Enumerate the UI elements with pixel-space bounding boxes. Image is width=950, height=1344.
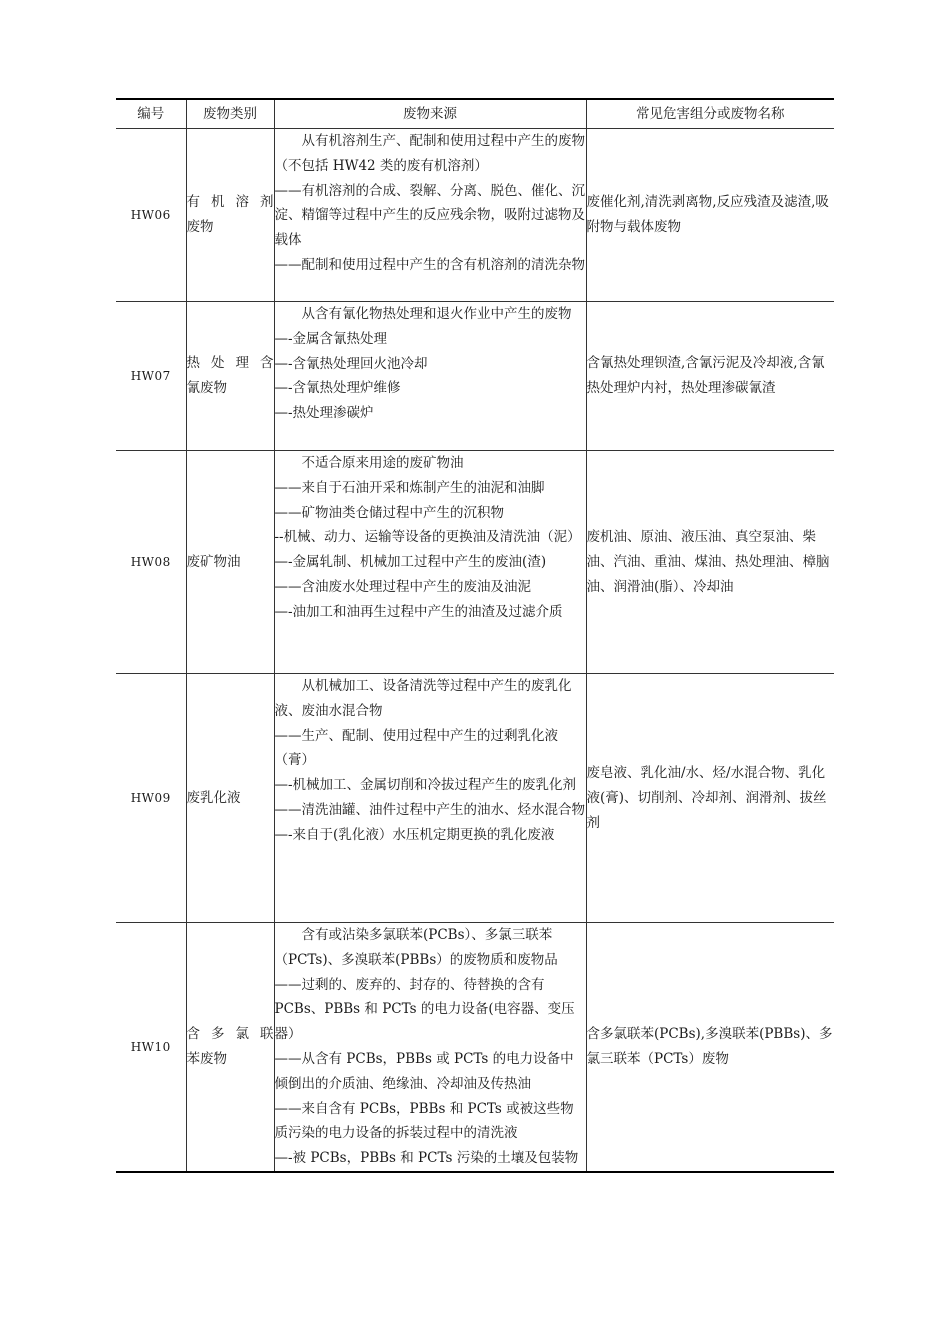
waste-code: HW08	[116, 451, 186, 674]
table-row	[116, 674, 834, 923]
source-item: ——配制和使用过程中产生的含有机溶剂的清洗杂物	[274, 256, 585, 273]
source-item: ——过剩的、废弃的、封存的、待替换的含有 PCBs、PBBs 和 PCTs 的电力设备(电容器、变压器）	[274, 976, 575, 1043]
waste-code: HW07	[116, 302, 186, 451]
source-item: —-油加工和油再生过程中产生的油渣及过滤介质	[274, 603, 563, 620]
source-item: —-含氰热处理回火池冷却	[274, 355, 428, 372]
waste-category	[186, 451, 274, 674]
common-components: 含多氯联苯(PCBs),多溴联苯(PBBs)、多氯三联苯（PCTs）废物	[586, 923, 834, 1173]
waste-category	[186, 129, 274, 302]
category-line: 有机溶剂	[186, 194, 274, 210]
waste-source	[274, 923, 586, 1173]
category-line: 废物	[186, 219, 214, 235]
waste-source	[274, 674, 586, 923]
category-line: 废矿物油	[186, 553, 241, 570]
source-item: ——矿物油类仓储过程中产生的沉积物	[274, 504, 504, 521]
source-intro: 从含有氰化物热处理和退火作业中产生的废物	[301, 306, 572, 322]
waste-category	[186, 302, 274, 451]
source-item: ——来自含有 PCBs，PBBs 和 PCTs 或被这些物质污染的电力设备的拆装过程中的清洗液	[274, 1100, 574, 1142]
hazardous-waste-table	[116, 98, 834, 1173]
source-item: ——生产、配制、使用过程中产生的过剩乳化液（膏）	[274, 727, 558, 769]
waste-source	[274, 451, 586, 674]
source-item: ——从含有 PCBs，PBBs 或 PCTs 的电力设备中倾倒出的介质油、绝缘油、冷却油及传热油	[274, 1050, 574, 1092]
waste-category	[186, 923, 274, 1173]
source-item: —-热处理渗碳炉	[274, 405, 374, 422]
table-row	[116, 129, 834, 302]
category-line: 氰废物	[186, 380, 227, 396]
waste-source	[274, 302, 586, 451]
waste-code: HW10	[116, 923, 186, 1173]
source-intro: 含有或沾染多氯联苯(PCBs）、多氯三联苯（PCTs)、多溴联苯(PBBs）的废物质和废物品	[274, 927, 558, 968]
waste-source	[274, 129, 586, 302]
header-category: 废物类别	[186, 99, 274, 129]
common-components: 废机油、原油、液压油、真空泵油、柴油、汽油、重油、煤油、热处理油、樟脑油、润滑油(脂）、冷却油	[586, 451, 834, 674]
source-item: ——清洗油罐、油件过程中产生的油水、烃水混合物	[274, 801, 585, 818]
category-line: 含多氯联	[186, 1026, 274, 1042]
source-item: —-被 PCBs，PBBs 和 PCTs 污染的土壤及包装物	[274, 1150, 579, 1167]
header-source: 废物来源	[274, 99, 586, 129]
category-line: 苯废物	[186, 1051, 227, 1067]
source-item: —-机械加工、金属切削和冷拔过程产生的废乳化剂	[274, 777, 577, 794]
header-code: 编号	[116, 99, 186, 129]
common-components: 含氰热处理钡渣,含氰污泥及冷却液,含氰热处理炉内衬，热处理渗碳氰渣	[586, 302, 834, 451]
header-common: 常见危害组分或废物名称	[586, 99, 834, 129]
source-item: —-金属含氰热处理	[274, 330, 388, 347]
waste-code: HW09	[116, 674, 186, 923]
source-item: ——来自于石油开采和炼制产生的油泥和油脚	[274, 479, 545, 496]
waste-category	[186, 674, 274, 923]
table-row	[116, 451, 834, 674]
source-item: —-金属轧制、机械加工过程中产生的废油(渣)	[274, 554, 547, 571]
source-item: —-来自于(乳化液）水压机定期更换的乳化废液	[274, 826, 555, 843]
source-intro: 不适合原来用途的废矿物油	[301, 455, 464, 471]
waste-code: HW06	[116, 129, 186, 302]
category-line: 废乳化液	[186, 789, 241, 806]
source-item: ——含油废水处理过程中产生的废油及油泥	[274, 578, 531, 595]
source-item: ——有机溶剂的合成、裂解、分离、脱色、催化、沉淀、精馏等过程中产生的反应残余物，吸附过滤物及载体	[274, 182, 585, 249]
category-line: 热处理含	[186, 355, 274, 371]
source-item: —-含氰热处理炉维修	[274, 380, 401, 397]
common-components: 废皂液、乳化油/水、烃/水混合物、乳化液(膏)、切削剂、冷却剂、润滑剂、拔丝剂	[586, 674, 834, 923]
table-row	[116, 302, 834, 451]
common-components: 废催化剂,清洗剥离物,反应残渣及滤渣,吸附物与载体废物	[586, 129, 834, 302]
source-intro: 从有机溶剂生产、配制和使用过程中产生的废物（不包括 HW42 类的废有机溶剂）	[274, 133, 585, 174]
header-row	[116, 99, 834, 129]
table-row	[116, 923, 834, 1173]
source-item: --机械、动力、运输等设备的更换油及清洗油（泥）	[274, 529, 581, 546]
source-intro: 从机械加工、设备清洗等过程中产生的废乳化液、废油水混合物	[274, 678, 572, 719]
